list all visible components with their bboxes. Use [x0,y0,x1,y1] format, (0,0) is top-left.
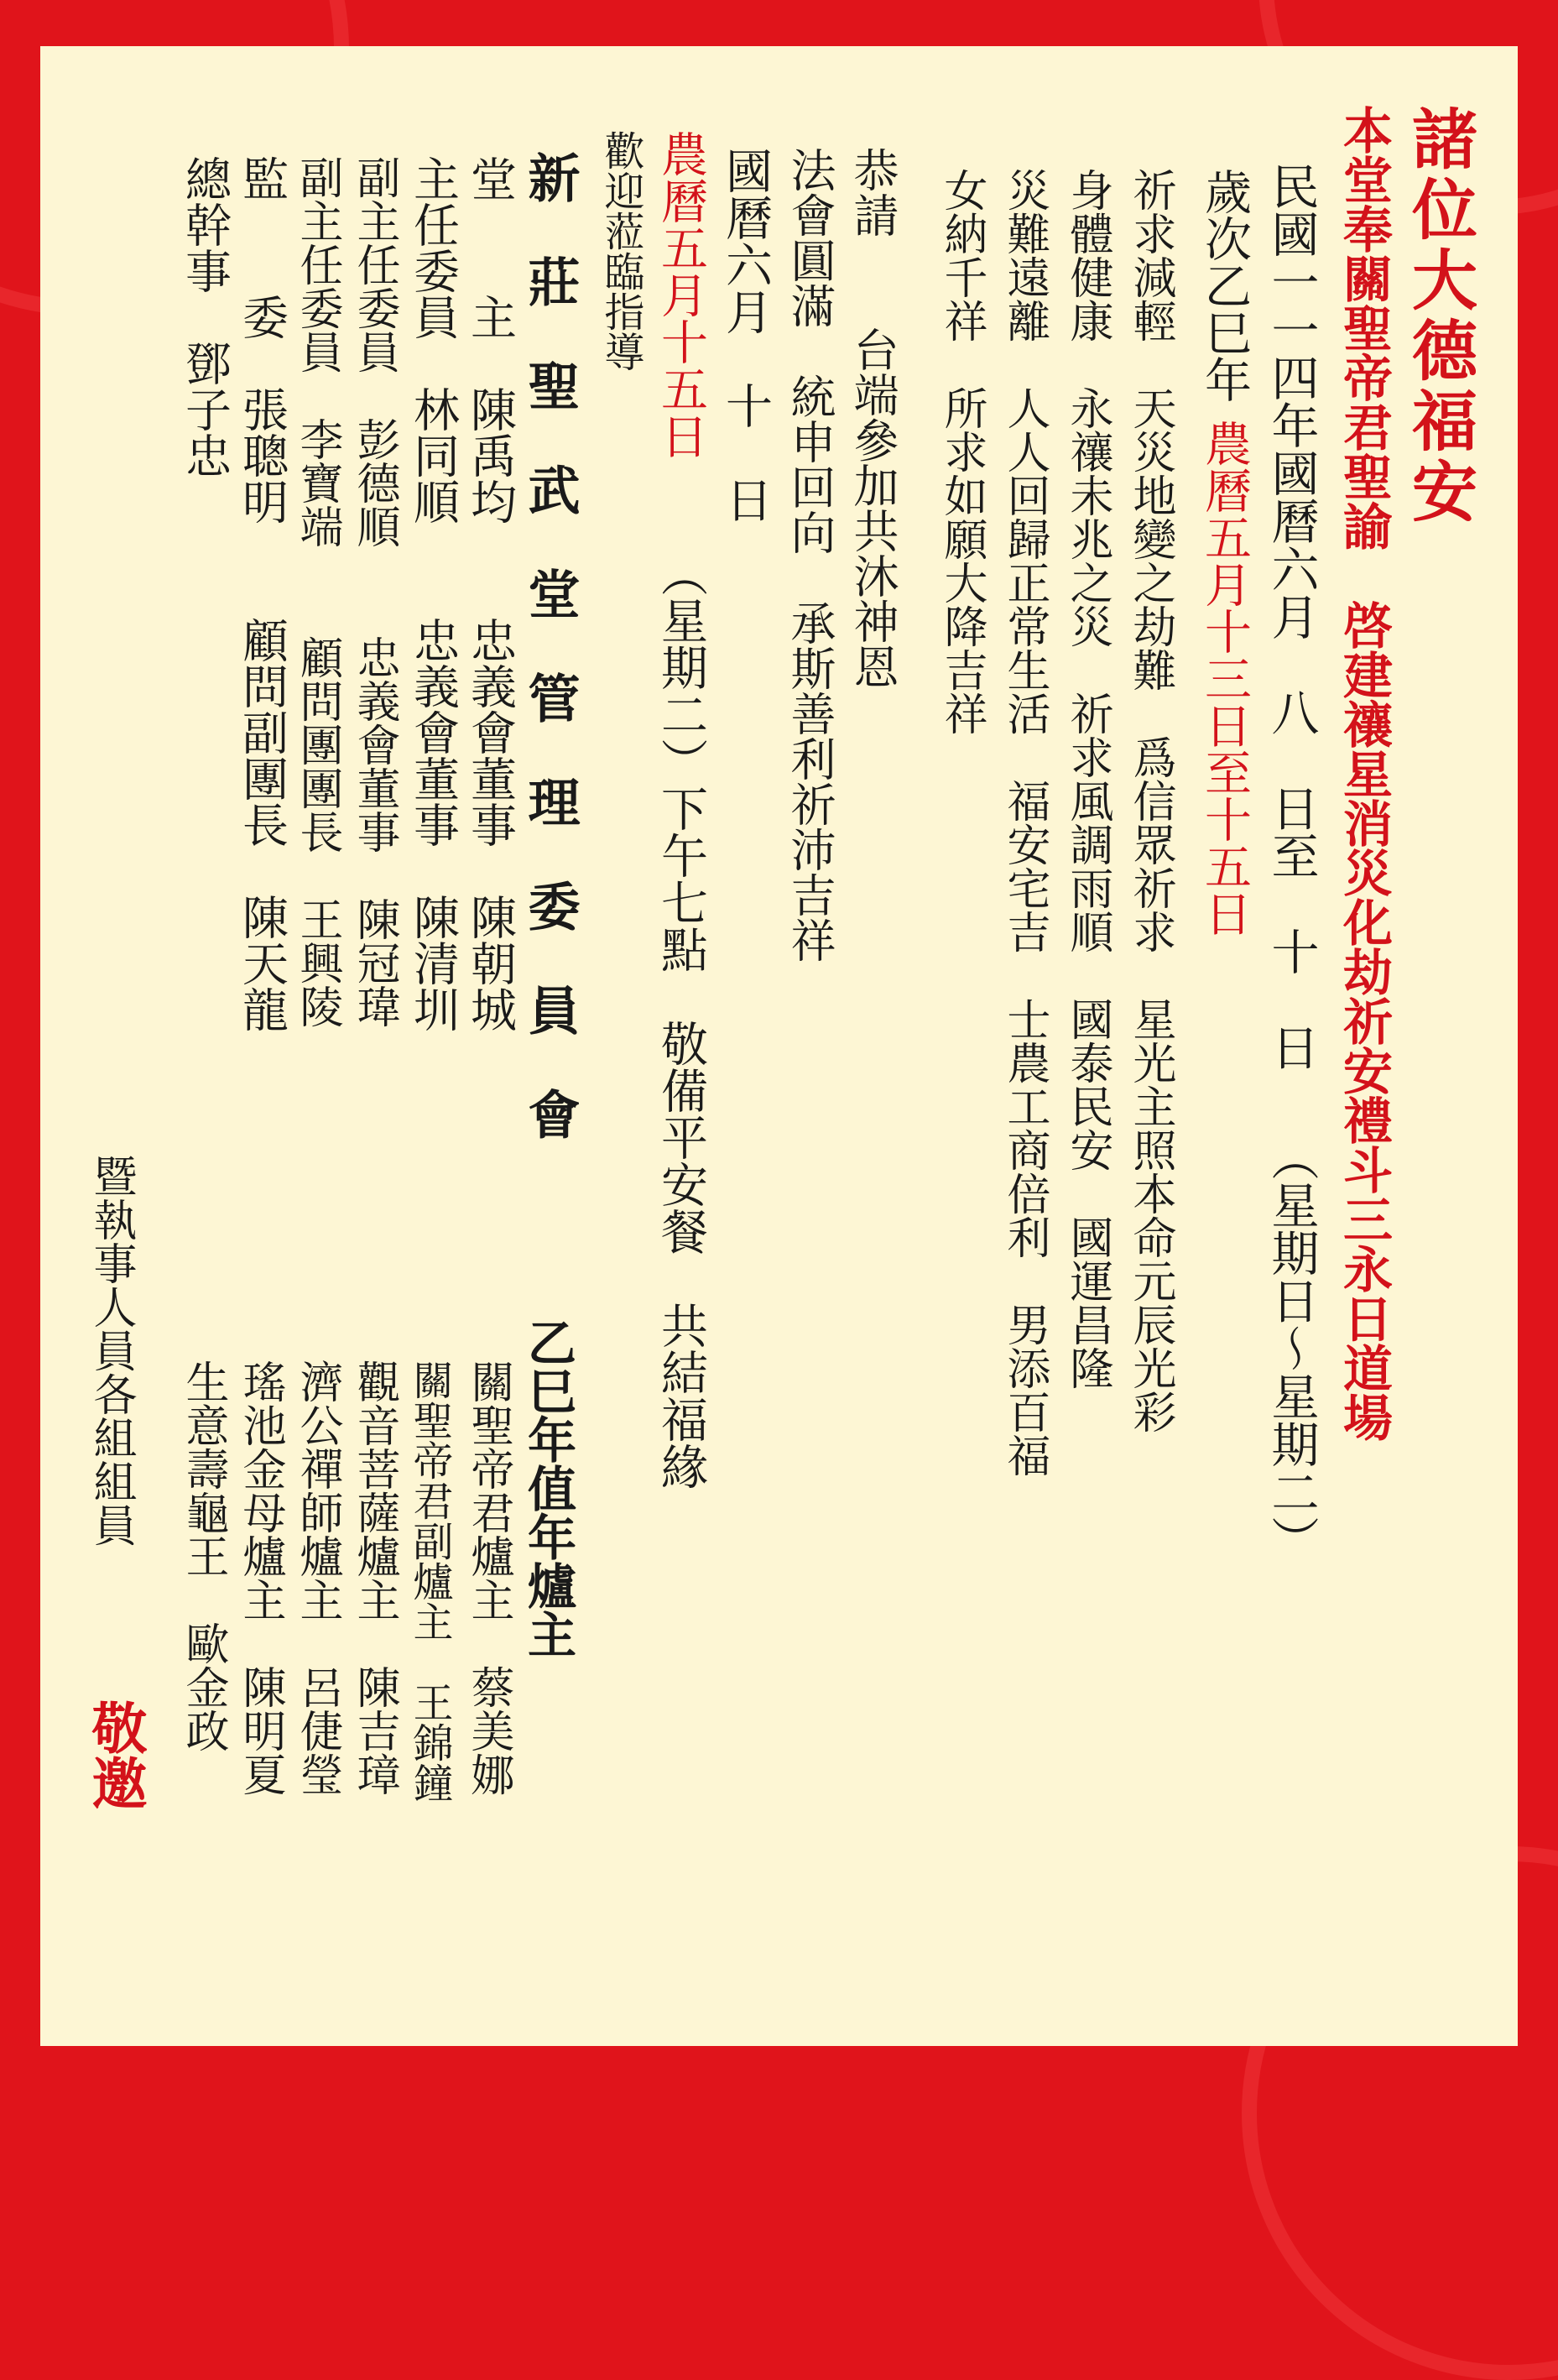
prayer-line-4: 女納千祥 所求如願大降吉祥 [936,168,987,735]
burner-row-6: 生意壽龜王 歐金政 [178,1360,228,1752]
year-ganzhi: 歲次乙巳年 [1197,168,1252,403]
prayer-line-2: 身體健康 永禳未兆之災 祈求風調雨順 國泰民安 國運昌隆 [1062,168,1112,1390]
feast-detail: （星期二）下午七點 敬備平安餐 共結福緣 [654,550,708,1490]
closing-respectfully-invite: 敬邀 [82,1699,148,1810]
ceremony-line: 法會圓滿 統申回向 承斯善利祈沛吉祥 [784,147,836,963]
title: 諸位大德福安 [1401,105,1477,528]
welcome-line: 歡迎蒞臨指導 [597,130,644,372]
committee-row-6: 總幹事 鄧子忠 [178,155,232,478]
invite-attend: 台端參加共沐神恩 [847,281,899,689]
committee-title: 新 莊 聖 武 堂 管 理 委 員 會 [519,151,581,1140]
feast-lunar-date: 農曆五月十五日 [654,130,708,459]
committee-row-4: 副主任委員 李寶端 顧問團團長 王興陵 [292,155,342,1028]
burner-title: 乙巳年值年爐主 [519,1318,576,1658]
prayer-line-1: 祈求減輕 天災地變之劫難 爲信眾祈求 星光主照本命元辰光彩 [1125,168,1175,1433]
staff-line: 暨執事人員各組組員 [86,1154,136,1547]
invite-respectfully: 恭請 [847,147,899,237]
burner-row-5: 瑤池金母爐主 陳明夏 [235,1360,285,1796]
committee-row-2: 主任委員 林同順 忠義會董事 陳清圳 [406,155,460,1032]
burner-row-4: 濟公禪師爐主 呂倢瑩 [292,1360,342,1796]
burner-row-3: 觀音菩薩爐主 陳吉璋 [349,1360,399,1796]
committee-row-3: 副主任委員 彭德順 忠義會董事 陳冠瑋 [349,155,399,1028]
date-gregorian: 民國一一四年國曆六月 八 日至 十 日 [1264,162,1319,1071]
weekday-range: （星期日～星期二） [1264,1133,1319,1563]
burner-row-1: 關聖帝君爐主 蔡美娜 [463,1360,513,1796]
prayer-line-3: 災難遠離 人人回歸正常生活 福安宅吉 士農工商倍利 男添百福 [999,168,1050,1477]
subtitle: 本堂奉關聖帝君聖諭 啓建禳星消災化劫祈安禮斗三永日道場 [1335,105,1393,1442]
lunar-date-range: 農曆五月十三日至十五日 [1197,420,1252,937]
burner-row-2: 關聖帝君副爐主 王錦鐘 [406,1360,453,1803]
committee-row-1: 堂 主 陳禹均 忠義會董事 陳朝城 [463,155,517,1032]
feast-date: 國曆六月 十 日 [718,147,773,523]
committee-row-5: 監 委 張聰明 顧問副團長 陳天龍 [235,155,289,1032]
invitation-panel [40,46,1518,2046]
